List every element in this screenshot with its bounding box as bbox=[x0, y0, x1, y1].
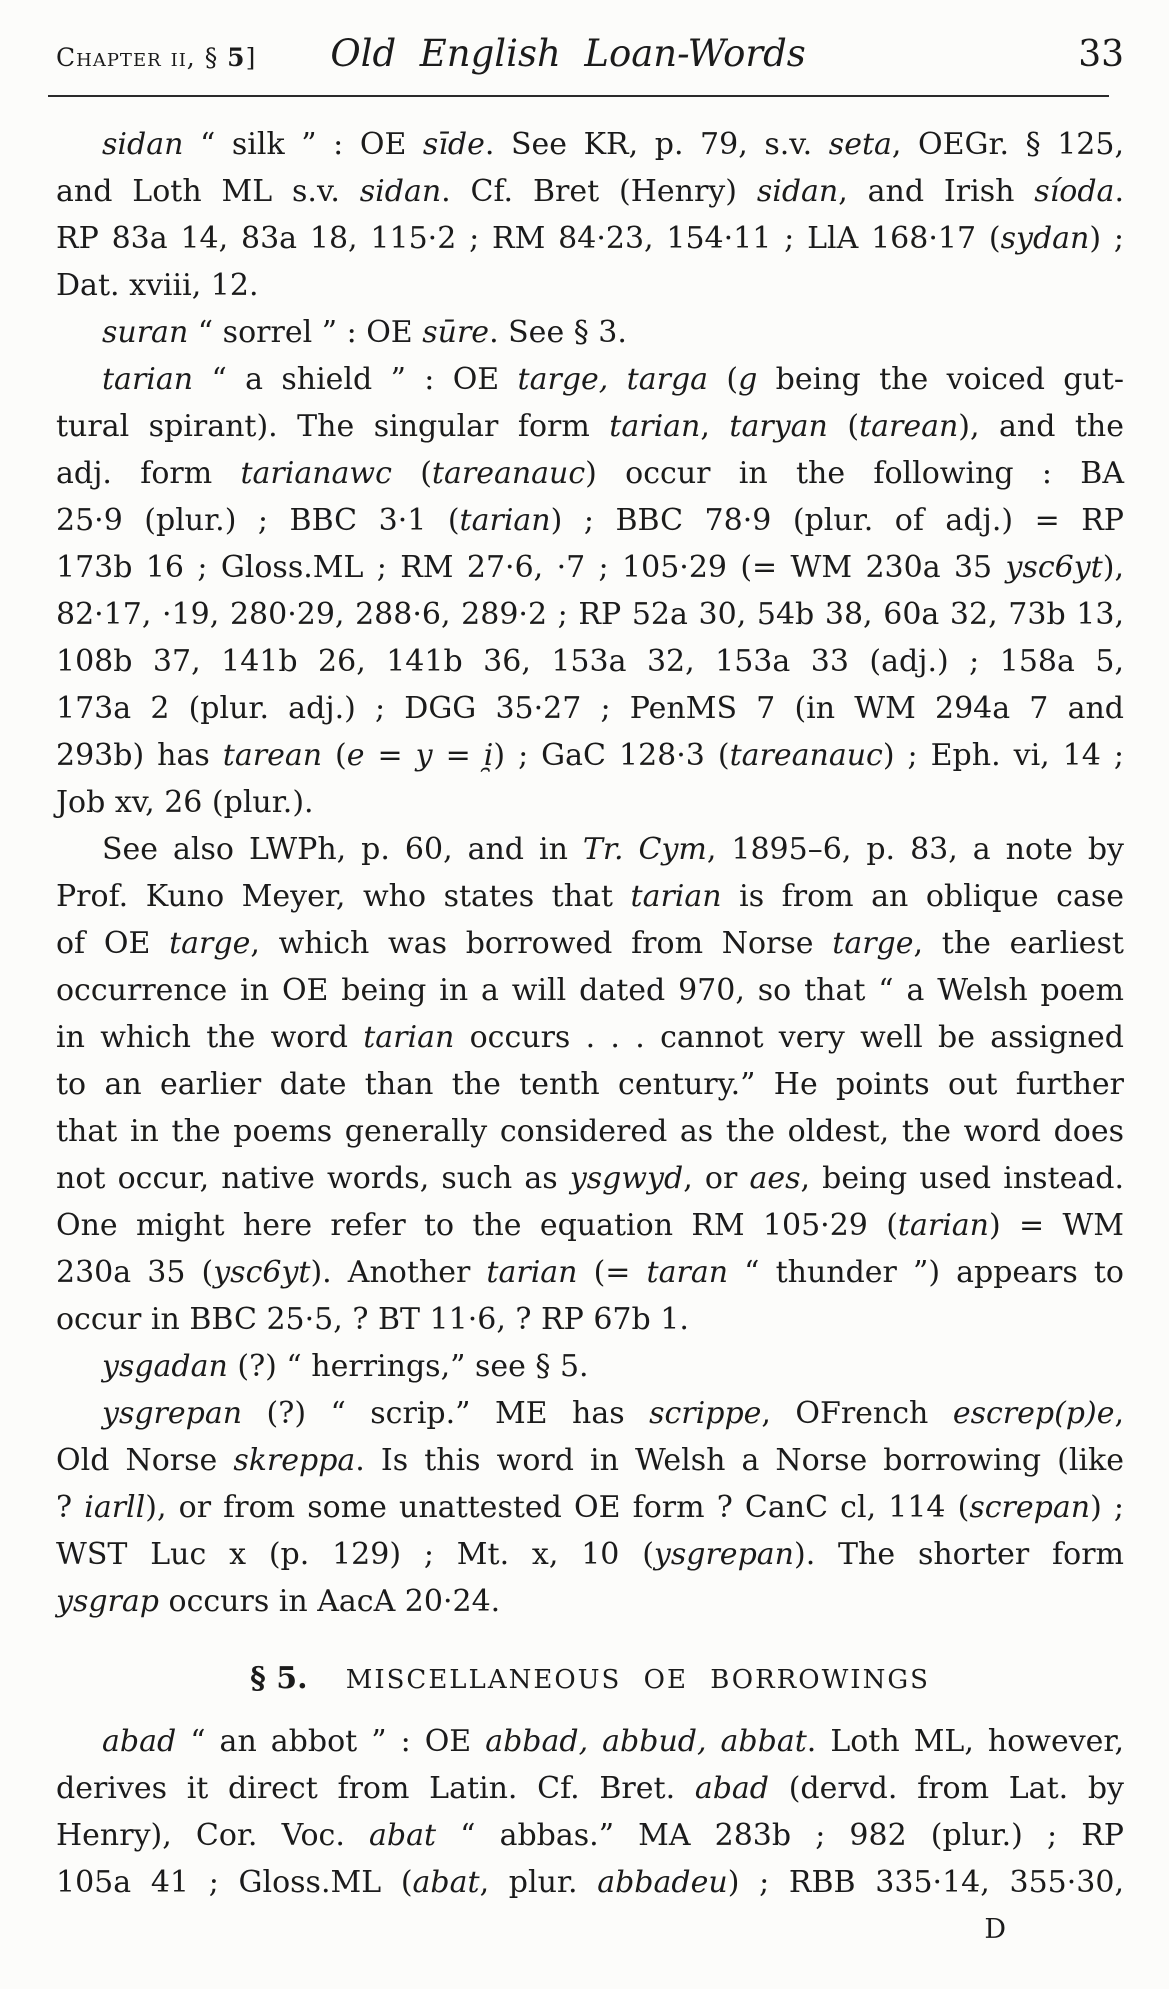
text-run: tareanauc bbox=[431, 456, 586, 491]
text-run: , the earliest bbox=[913, 926, 1124, 961]
text-run: targe, targa bbox=[517, 362, 709, 397]
text-run: sūre bbox=[422, 315, 490, 350]
text-run: , plur. bbox=[479, 1865, 598, 1900]
text-run: that in the poems generally considered as the oldest, the word does bbox=[56, 1114, 1124, 1149]
text-run: screpan bbox=[969, 1490, 1091, 1525]
text-run: ( bbox=[708, 362, 739, 397]
text-run: not occur, native words, such as bbox=[56, 1161, 570, 1196]
text-run: , which was borrowed from Norse bbox=[250, 926, 833, 961]
text-run: i̯ bbox=[483, 738, 494, 773]
page-title: Old English Loan-Words bbox=[330, 32, 806, 75]
text-line bbox=[56, 1249, 1124, 1296]
text-line bbox=[56, 356, 1124, 403]
text-run: tarian bbox=[486, 1255, 578, 1290]
text-run: Tr. Cym bbox=[582, 832, 707, 867]
text-run: ), and the bbox=[958, 409, 1125, 444]
text-run: abbadeu bbox=[597, 1865, 728, 1900]
text-line bbox=[56, 497, 1124, 544]
text-run: taryan bbox=[729, 409, 828, 444]
text-run: sidan bbox=[102, 127, 184, 162]
text-line bbox=[56, 779, 1124, 826]
text-run: (?) “ scrip.” ME has bbox=[242, 1396, 650, 1431]
text-line bbox=[56, 873, 1124, 920]
heading-spacer bbox=[317, 1661, 336, 1696]
text-run: targe bbox=[832, 926, 914, 961]
text-run: ysgrepan bbox=[653, 1537, 794, 1572]
text-line bbox=[56, 685, 1124, 732]
text-run: of OE bbox=[56, 926, 170, 961]
text-run: tarean bbox=[859, 409, 959, 444]
text-run: ] bbox=[245, 43, 257, 72]
text-line bbox=[56, 309, 1124, 356]
text-run: ( bbox=[322, 738, 347, 773]
text-run: (= bbox=[577, 1255, 647, 1290]
text-line bbox=[56, 1484, 1124, 1531]
text-run: taran bbox=[646, 1255, 729, 1290]
text-run: tarian bbox=[630, 879, 722, 914]
text-line bbox=[56, 1202, 1124, 1249]
text-run: . bbox=[1114, 174, 1124, 209]
text-line bbox=[56, 215, 1124, 262]
text-run: abat bbox=[369, 1818, 437, 1853]
text-run: tarean bbox=[222, 738, 323, 773]
text-run: tarian bbox=[363, 1020, 455, 1055]
text-run: y bbox=[415, 738, 433, 773]
section-number: § 5. bbox=[250, 1661, 308, 1696]
text-line bbox=[56, 1531, 1124, 1578]
text-run: Chapter ii, bbox=[56, 43, 205, 72]
text-run: tarian bbox=[897, 1208, 989, 1243]
text-run: , bbox=[1114, 1396, 1124, 1431]
text-run: escrep(p)e bbox=[952, 1396, 1115, 1431]
text-line bbox=[56, 168, 1124, 215]
text-run: being the voiced gut- bbox=[757, 362, 1125, 397]
text-run: suran bbox=[102, 315, 189, 350]
text-run: tural spirant). The singular form bbox=[56, 409, 610, 444]
text-run: “ silk ” : OE bbox=[183, 127, 423, 162]
text-run: , 1895–6, p. 83, a note by bbox=[706, 832, 1124, 867]
text-run: ysc6yt bbox=[1005, 550, 1103, 585]
text-run: is from an oblique case bbox=[721, 879, 1125, 914]
page-body bbox=[56, 121, 1124, 1953]
text-run: (dervd. from Lat. by bbox=[769, 1771, 1125, 1806]
text-run: ysgadan bbox=[102, 1349, 228, 1384]
text-run: and Loth ML s.v. bbox=[56, 174, 360, 209]
text-run: tarian bbox=[609, 409, 701, 444]
text-run: occurrence in OE being in a will dated 970, so that “ a Welsh poem bbox=[56, 973, 1124, 1008]
text-run: 293b) has bbox=[56, 738, 223, 773]
text-line bbox=[56, 732, 1124, 779]
text-run: ) ; Eph. vi, 14 ; bbox=[882, 738, 1124, 773]
text-run: g bbox=[738, 362, 758, 397]
text-line bbox=[56, 403, 1124, 450]
text-run: adj. form bbox=[56, 456, 241, 491]
text-line bbox=[56, 1718, 1124, 1765]
text-run: Old Norse bbox=[56, 1443, 234, 1478]
text-line bbox=[56, 1390, 1124, 1437]
text-run: abat bbox=[412, 1865, 480, 1900]
text-run: = bbox=[364, 738, 416, 773]
text-run: in which the word bbox=[56, 1020, 364, 1055]
running-head bbox=[56, 24, 1124, 75]
text-run: occurs in AacA 20·24. bbox=[158, 1584, 501, 1619]
text-run: (?) “ herrings,” see § 5. bbox=[227, 1349, 589, 1384]
text-line bbox=[56, 591, 1124, 638]
text-line bbox=[56, 1765, 1124, 1812]
text-run: abad bbox=[102, 1724, 177, 1759]
text-run: scrippe bbox=[649, 1396, 762, 1431]
text-run: WST Luc x (p. 129) ; Mt. x, 10 ( bbox=[56, 1537, 654, 1572]
text-run: abbad, abbud, abbat bbox=[485, 1724, 807, 1759]
text-line bbox=[56, 262, 1124, 309]
text-run: = bbox=[432, 738, 484, 773]
text-run: Job xv, 26 (plur.). bbox=[56, 785, 314, 820]
text-run: ) ; RBB 335·14, 355·30, bbox=[727, 1865, 1124, 1900]
text-run: ? bbox=[56, 1490, 85, 1525]
text-run: 108b 37, 141b 26, 141b 36, 153a 32, 153a 33 (adj.) ; 158a 5, bbox=[56, 644, 1124, 679]
text-run: ysgwyd bbox=[569, 1161, 684, 1196]
text-run: “ sorrel ” : OE bbox=[188, 315, 423, 350]
chapter-reference bbox=[56, 43, 256, 72]
text-run: One might here refer to the equation RM 105·29 ( bbox=[56, 1208, 898, 1243]
text-run: “ a shield ” : OE bbox=[193, 362, 518, 397]
text-run: “ thunder ”) appears to bbox=[728, 1255, 1124, 1290]
text-line bbox=[56, 967, 1124, 1014]
paragraph-abad bbox=[56, 1718, 1124, 1906]
text-line bbox=[56, 450, 1124, 497]
text-line bbox=[56, 1343, 1124, 1390]
text-line bbox=[56, 920, 1124, 967]
text-line bbox=[56, 826, 1124, 873]
text-run: 173b 16 ; Gloss.ML ; RM 27·6, ·7 ; 105·29 (= WM 230a 35 bbox=[56, 550, 1006, 585]
text-line bbox=[56, 1812, 1124, 1859]
text-run: ysgrap bbox=[56, 1584, 159, 1619]
text-run: ) = WM bbox=[989, 1208, 1124, 1243]
text-run: ) ; GaC 128·3 ( bbox=[493, 738, 730, 773]
text-run: ysc6yt bbox=[213, 1255, 311, 1290]
text-run: 173a 2 (plur. adj.) ; DGG 35·27 ; PenMS 7 (in WM 294a 7 and bbox=[56, 691, 1124, 726]
text-run: sydan bbox=[1000, 221, 1090, 256]
text-run: tarianawc bbox=[240, 456, 392, 491]
text-run: 105a 41 ; Gloss.ML ( bbox=[56, 1865, 413, 1900]
text-run: occur in BBC 25·5, ? BT 11·6, ? RP 67b 1. bbox=[56, 1302, 689, 1337]
text-run: ) ; BBC 78·9 (plur. of adj.) = RP bbox=[550, 503, 1124, 538]
text-run: abad bbox=[694, 1771, 770, 1806]
text-run: . Is this word in Welsh a Norse borrowing (like bbox=[355, 1443, 1124, 1478]
text-run: iarll bbox=[84, 1490, 146, 1525]
text-run: targe bbox=[169, 926, 251, 961]
text-line bbox=[56, 1061, 1124, 1108]
text-run: § bbox=[204, 43, 228, 72]
text-run: ), or from some unattested OE form ? CanC cl, 114 ( bbox=[145, 1490, 970, 1525]
text-run: aes bbox=[749, 1161, 801, 1196]
text-run: . Loth ML, however, bbox=[806, 1724, 1124, 1759]
text-run: ), bbox=[1102, 550, 1124, 585]
text-run: . See § 3. bbox=[489, 315, 627, 350]
text-run: , OEGr. § 125, bbox=[891, 127, 1125, 162]
text-run: 82·17, ·19, 280·29, 288·6, 289·2 ; RP 52a 30, 54b 38, 60a 32, 73b 13, bbox=[56, 597, 1124, 632]
text-run: “ an abbot ” : OE bbox=[176, 1724, 486, 1759]
text-run: sīde bbox=[422, 127, 485, 162]
text-run: ). The shorter form bbox=[793, 1537, 1124, 1572]
text-run: sidan bbox=[756, 174, 839, 209]
text-run: ) occur in the following : BA bbox=[585, 456, 1124, 491]
header-rule bbox=[48, 95, 1109, 97]
text-run: See also LWPh, p. 60, and in bbox=[102, 832, 583, 867]
text-line bbox=[56, 1014, 1124, 1061]
text-run: to an earlier date than the tenth century.” He points out further bbox=[56, 1067, 1124, 1102]
text-run: Henry), Cor. Voc. bbox=[56, 1818, 369, 1853]
text-run: “ abbas.” MA 283b ; 982 (plur.) ; RP bbox=[436, 1818, 1124, 1853]
text-run: , being used instead. bbox=[800, 1161, 1124, 1196]
section-title: MISCELLANEOUS OE BORROWINGS bbox=[345, 1665, 930, 1695]
text-run: 230a 35 ( bbox=[56, 1255, 214, 1290]
text-run: tarian bbox=[459, 503, 551, 538]
paragraph-ysgadan bbox=[56, 1343, 1124, 1390]
text-run: ( bbox=[391, 456, 432, 491]
paragraph-sidan bbox=[56, 121, 1124, 309]
text-run: skreppa bbox=[233, 1443, 356, 1478]
text-run: , or bbox=[683, 1161, 750, 1196]
text-run: RP 83a 14, 83a 18, 115·2 ; RM 84·23, 154·11 ; LlA 168·17 ( bbox=[56, 221, 1001, 256]
text-run: Prof. Kuno Meyer, who states that bbox=[56, 879, 631, 914]
text-run: , bbox=[700, 409, 730, 444]
text-line bbox=[56, 1859, 1124, 1906]
text-run: tarian bbox=[102, 362, 194, 397]
paragraph-suran bbox=[56, 309, 1124, 356]
text-line bbox=[56, 1155, 1124, 1202]
text-line bbox=[56, 638, 1124, 685]
text-run: ) ; bbox=[1090, 1490, 1125, 1525]
text-run: 25·9 (plur.) ; BBC 3·1 ( bbox=[56, 503, 460, 538]
text-run: . See KR, p. 79, s.v. bbox=[484, 127, 829, 162]
text-run: ). Another bbox=[310, 1255, 487, 1290]
text-run: Dat. xviii, 12. bbox=[56, 268, 259, 303]
text-run: occurs . . . cannot very well be assigned bbox=[454, 1020, 1124, 1055]
text-run: sidan bbox=[359, 174, 442, 209]
text-run: derives it direct from Latin. Cf. Bret. bbox=[56, 1771, 695, 1806]
text-run: , and Irish bbox=[838, 174, 1035, 209]
paragraph-ysgrepan bbox=[56, 1390, 1124, 1625]
text-run: ) ; bbox=[1089, 221, 1124, 256]
text-line bbox=[56, 1296, 1124, 1343]
page-number: 33 bbox=[1078, 34, 1124, 75]
text-run: ysgrepan bbox=[102, 1396, 243, 1431]
text-line bbox=[56, 1108, 1124, 1155]
text-run: e bbox=[346, 738, 365, 773]
text-run: tareanauc bbox=[729, 738, 883, 773]
text-run: seta bbox=[828, 127, 892, 162]
text-run: . Cf. Bret (Henry) bbox=[441, 174, 757, 209]
text-run: 5 bbox=[227, 43, 246, 72]
text-line bbox=[56, 1437, 1124, 1484]
text-line bbox=[56, 121, 1124, 168]
text-run: ( bbox=[827, 409, 860, 444]
section-heading bbox=[56, 1655, 1124, 1704]
paragraph-tarian-note bbox=[56, 826, 1124, 1343]
text-line bbox=[56, 544, 1124, 591]
text-line bbox=[56, 1578, 1124, 1625]
paragraph-tarian bbox=[56, 356, 1124, 826]
text-run: síoda bbox=[1034, 174, 1115, 209]
text-run: , OFrench bbox=[761, 1396, 953, 1431]
printer-signature: D bbox=[984, 1914, 1006, 1945]
